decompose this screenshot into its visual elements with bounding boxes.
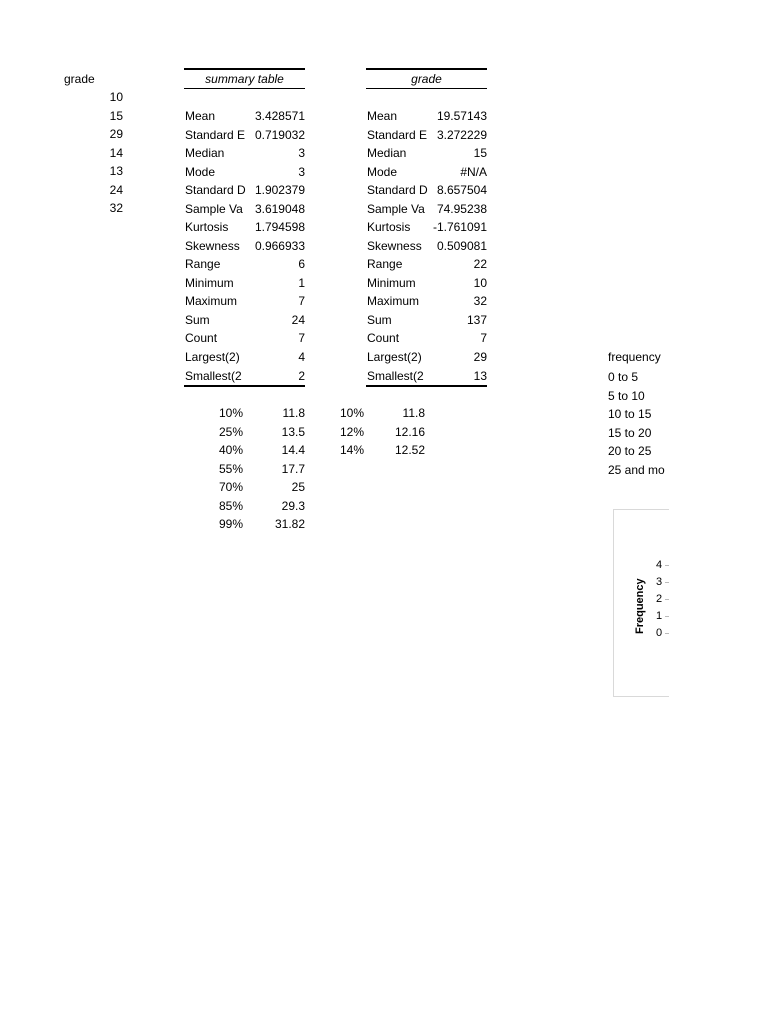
stat-value: 6 (298, 257, 305, 271)
stat-label: Count (367, 331, 400, 345)
percentile-label: 99% (218, 517, 243, 531)
y-tick-label: 1 (656, 610, 663, 622)
frequency-header: frequency (608, 350, 661, 364)
stat-value: 15 (473, 146, 487, 160)
y-tick-mark (665, 633, 669, 634)
summary-right-header-rule (366, 88, 487, 89)
grade-value: 10 (109, 90, 123, 104)
y-tick-label: 3 (656, 576, 663, 588)
stat-label: Kurtosis (185, 220, 229, 234)
stat-label: Median (367, 146, 407, 160)
stat-label: Sample Va (185, 201, 243, 216)
percentile-value: 25 (291, 480, 305, 494)
summary-right-bottom-rule (366, 385, 487, 387)
stat-label: Skewness (367, 238, 422, 253)
frequency-bin: 25 and mo (608, 462, 665, 477)
stat-label: Median (185, 146, 225, 160)
stat-value: 7 (298, 331, 305, 345)
y-tick-label: 4 (656, 559, 663, 571)
percentile-label: 12% (339, 424, 364, 439)
stat-value: 0.509081 (436, 238, 487, 253)
y-tick-mark (665, 565, 669, 566)
percentile-label: 14% (339, 443, 364, 457)
stat-value: 3.272229 (436, 127, 487, 142)
stat-value: 0.719032 (254, 127, 305, 142)
stat-label: Mean (367, 109, 398, 123)
percentile-value: 11.8 (402, 406, 425, 420)
stat-value: 1.902379 (254, 183, 305, 197)
percentile-label: 10% (339, 406, 364, 420)
frequency-bin: 0 to 5 (608, 370, 639, 384)
stat-label: Sum (185, 312, 210, 327)
stat-label: Range (367, 257, 403, 271)
stat-value: 1 (298, 275, 305, 290)
percentile-label: 70% (218, 480, 243, 494)
stat-label: Count (185, 331, 218, 345)
stat-value: 32 (473, 294, 487, 308)
percentile-value: 14.4 (281, 443, 305, 457)
stat-value: 2 (298, 369, 305, 383)
stat-label: Minimum (185, 275, 234, 290)
stat-label: Largest(2) (185, 349, 240, 364)
y-tick-label: 0 (656, 627, 663, 639)
stat-label: Standard E (367, 127, 428, 142)
stat-value: 13 (473, 369, 487, 383)
percentile-value: 13.5 (281, 424, 305, 439)
stat-label: Maximum (185, 294, 238, 308)
summary-left-header: summary table (205, 72, 284, 86)
stat-value: 3.428571 (254, 109, 305, 123)
stat-value: 137 (466, 312, 487, 327)
frequency-column (608, 0, 668, 480)
summary-left-header-rule (184, 88, 305, 89)
stat-value: #N/A (460, 164, 487, 179)
stat-label: Mode (185, 164, 216, 179)
percentile-value: 12.52 (394, 443, 425, 457)
chart-y-axis-label: Frequency (634, 578, 646, 634)
stat-value: 29 (473, 349, 487, 364)
stat-value: 19.57143 (436, 109, 487, 123)
percentile-label: 25% (218, 424, 243, 439)
stat-label: Standard D (185, 183, 246, 197)
percentile-label: 85% (218, 498, 243, 513)
stat-label: Smallest(2 (185, 369, 242, 383)
stat-label: Skewness (185, 238, 240, 253)
percentile-value: 29.3 (281, 498, 305, 513)
stat-label: Standard E (185, 127, 246, 142)
stat-label: Range (185, 257, 221, 271)
y-tick-mark (665, 582, 669, 583)
grade-value: 32 (109, 201, 123, 215)
stat-label: Kurtosis (367, 220, 411, 234)
stat-label: Sum (367, 312, 392, 327)
stat-label: Minimum (367, 275, 416, 290)
stat-value: 3 (298, 164, 305, 179)
stat-value: 7 (480, 331, 487, 345)
stat-value: 3.619048 (254, 201, 305, 216)
stat-label: Sample Va (367, 201, 425, 216)
y-tick-mark (665, 616, 669, 617)
stat-label: Maximum (367, 294, 420, 308)
percentile-label: 10% (218, 406, 243, 420)
grade-value: 24 (109, 182, 123, 197)
stat-value: 7 (298, 294, 305, 308)
stat-label: Mode (367, 164, 398, 179)
stat-value: 1.794598 (254, 220, 305, 234)
percentile-label: 55% (218, 461, 243, 476)
stat-label: Smallest(2 (367, 369, 424, 383)
y-tick-label: 2 (656, 593, 663, 605)
stat-value: 0.966933 (254, 238, 305, 253)
grade-column-header: grade (64, 72, 95, 86)
frequency-chart[interactable] (613, 509, 669, 697)
stat-value: 4 (298, 349, 305, 364)
frequency-bin: 5 to 10 (608, 388, 645, 403)
percentile-value: 31.82 (274, 517, 305, 531)
y-tick-mark (665, 599, 669, 600)
summary-right-header: grade (411, 72, 442, 86)
stat-value: 3 (298, 146, 305, 160)
percentile-value: 12.16 (394, 424, 425, 439)
frequency-bin: 20 to 25 (608, 444, 652, 458)
frequency-bin: 10 to 15 (608, 407, 652, 421)
stat-value: 22 (473, 257, 487, 271)
stat-label: Largest(2) (367, 349, 422, 364)
stat-label: Standard D (367, 183, 428, 197)
stat-value: 74.95238 (436, 201, 487, 216)
summary-left-bottom-rule (184, 385, 305, 387)
stat-value: 10 (473, 275, 487, 290)
percentile-label: 40% (218, 443, 243, 457)
stat-value: 8.657504 (436, 183, 487, 197)
stat-value: -1.761091 (432, 220, 487, 234)
grade-value: 15 (109, 108, 123, 123)
frequency-bin: 15 to 20 (608, 425, 652, 440)
grade-value: 14 (109, 145, 123, 160)
grade-value: 29 (109, 127, 123, 141)
stat-label: Mean (185, 109, 216, 123)
grade-value: 13 (109, 164, 123, 178)
stat-value: 24 (291, 312, 305, 327)
percentile-value: 11.8 (282, 406, 305, 420)
percentile-value: 17.7 (281, 461, 305, 476)
